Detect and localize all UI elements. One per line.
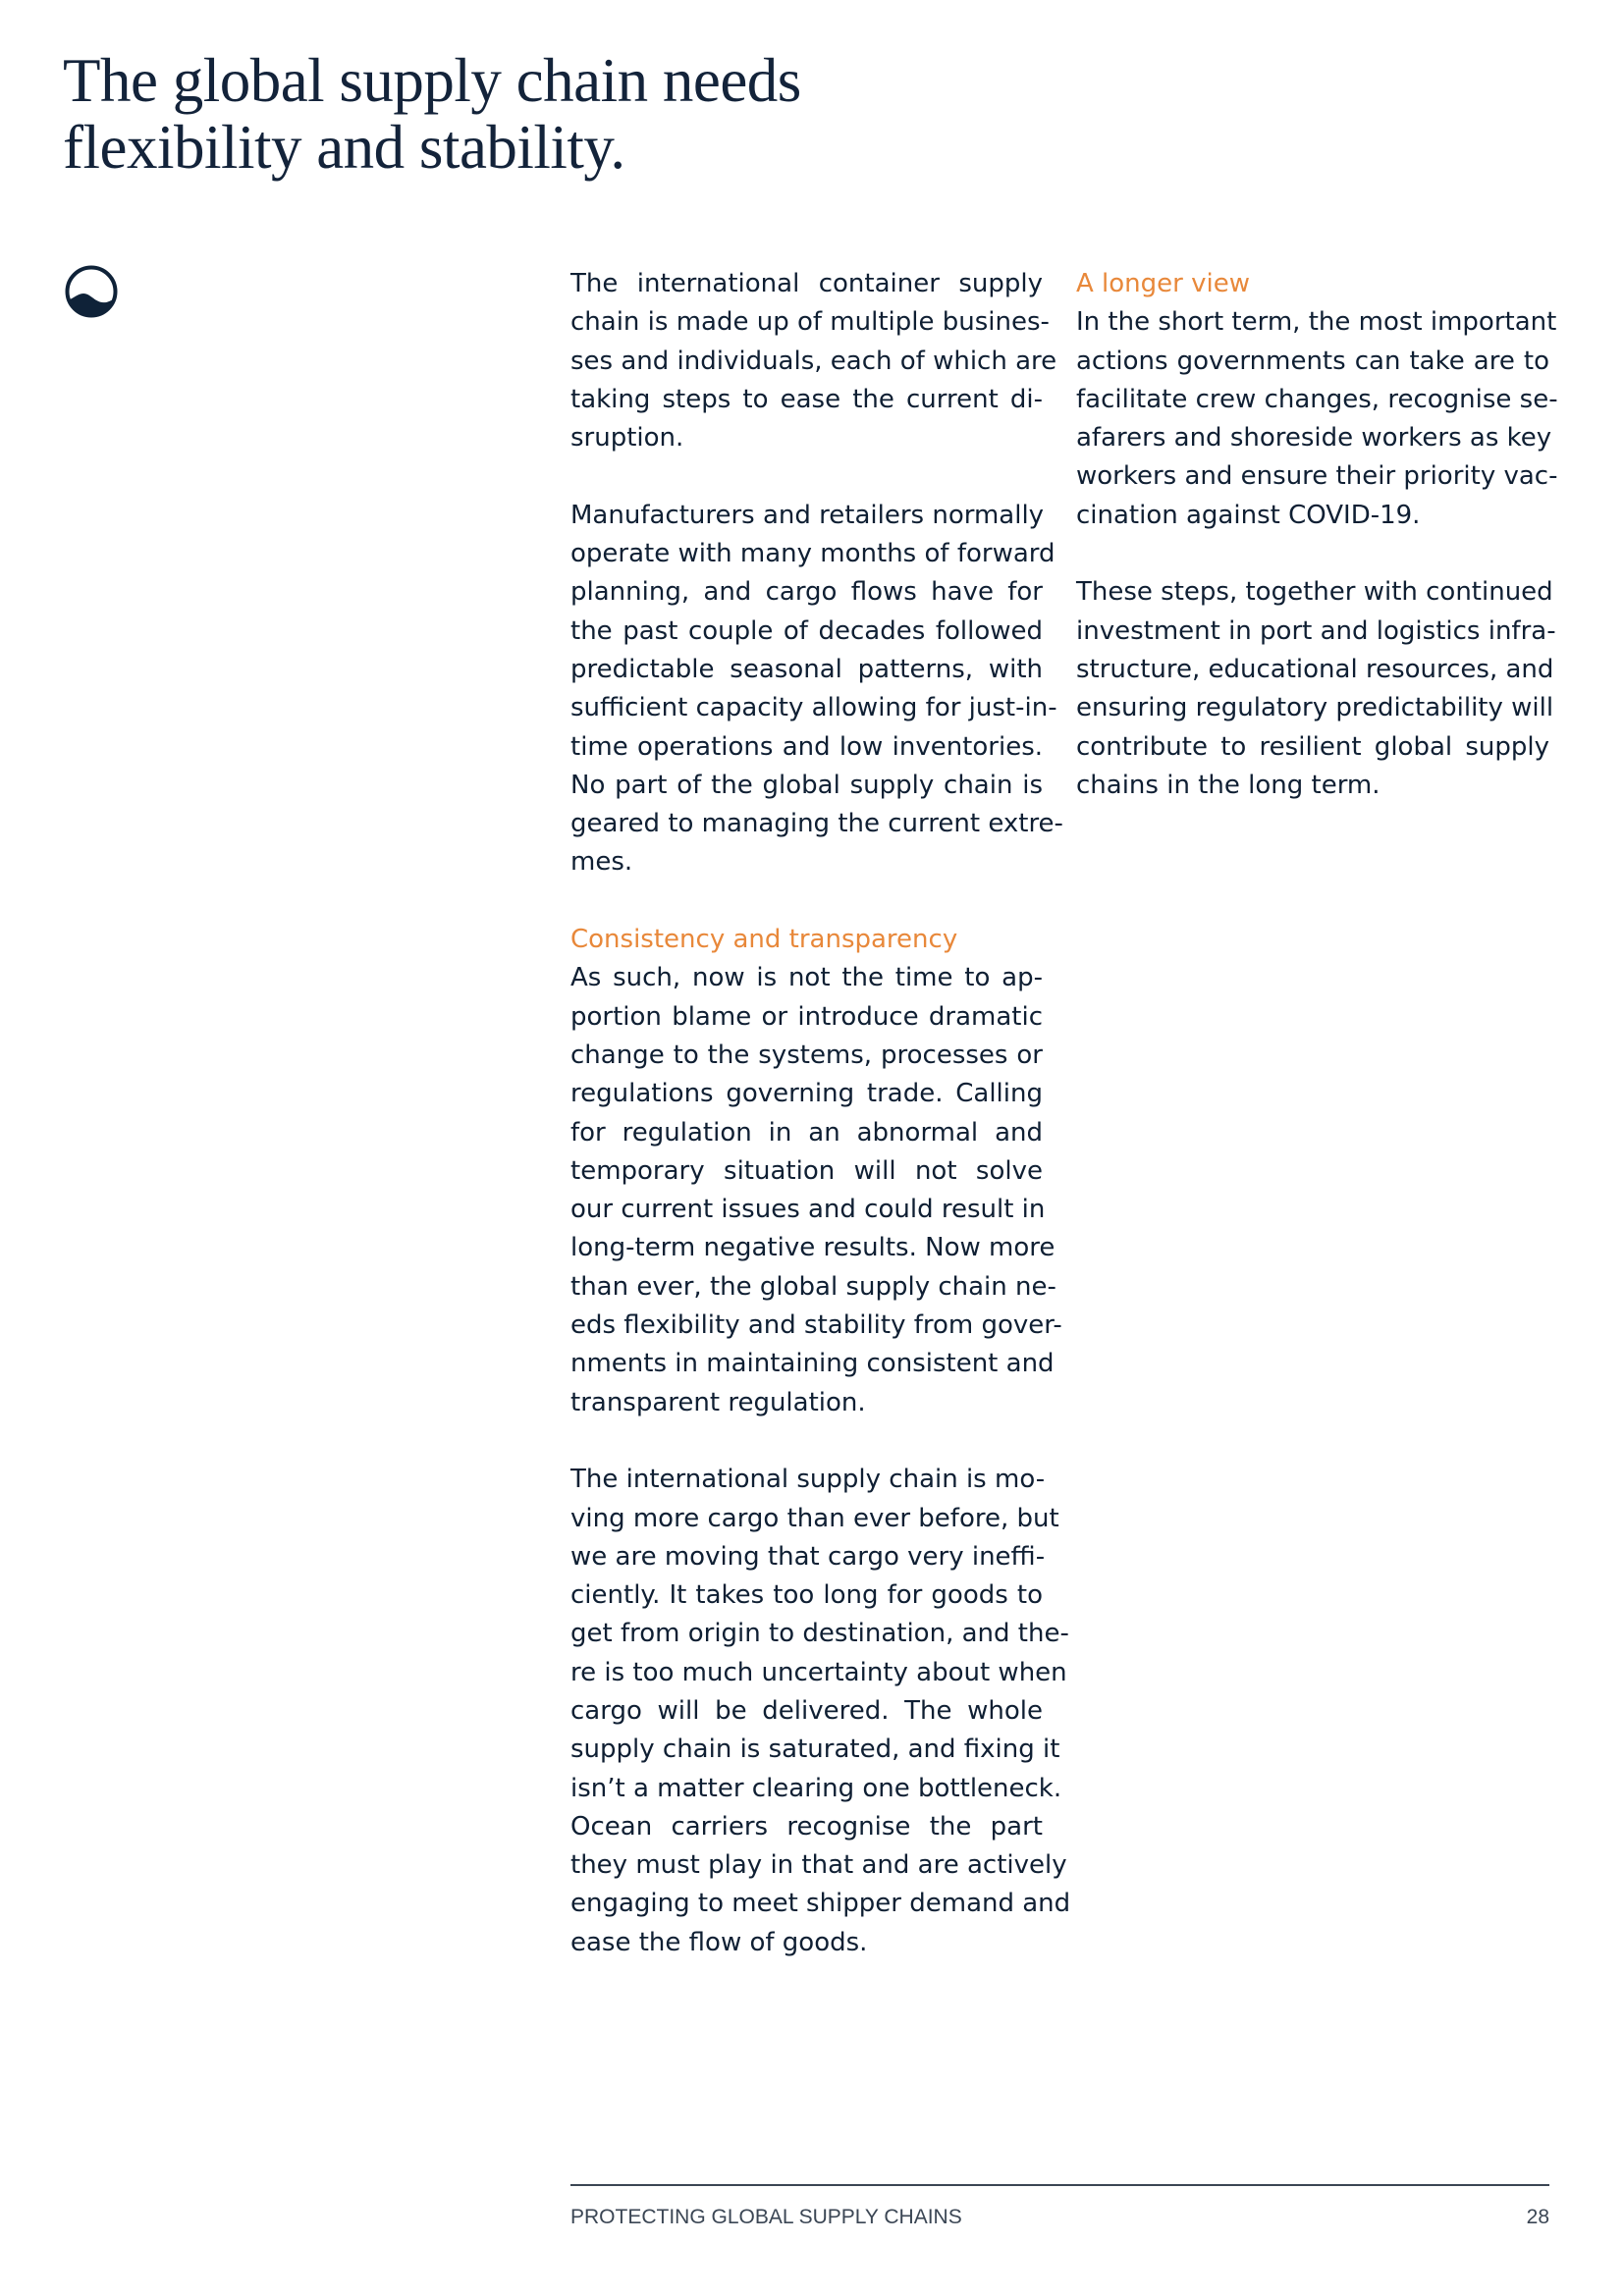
paragraph-spacer xyxy=(570,1422,1043,1461)
page-number: 28 xyxy=(1526,2206,1549,2228)
paragraph-line: Manufacturers and retailers normally xyxy=(570,500,1045,530)
paragraph-line: temporary situation will not solve xyxy=(570,1155,1043,1186)
paragraph-line: our current issues and could result in xyxy=(570,1195,1046,1225)
paragraph-line: chain is made up of multiple busines- xyxy=(570,307,1050,338)
paragraph-line: actions governments can take are to xyxy=(1076,346,1549,376)
paragraph-line: long-term negative results. Now more xyxy=(570,1233,1056,1263)
paragraph-line: cination against COVID-19. xyxy=(1076,500,1421,530)
paragraph-line: structure, educational resources, and xyxy=(1076,654,1554,684)
paragraph-line: isn’t a matter clearing one bottleneck. xyxy=(570,1773,1062,1803)
paragraph-line: than ever, the global supply chain ne- xyxy=(570,1271,1056,1302)
paragraph-line: sruption. xyxy=(570,423,684,454)
paragraph-line: facilitate crew changes, recognise se- xyxy=(1076,384,1558,414)
paragraph-line: ving more cargo than ever before, but xyxy=(570,1503,1059,1533)
paragraph-line: As such, now is not the time to ap- xyxy=(570,963,1043,993)
paragraph-line: ease the flow of goods. xyxy=(570,1927,868,1957)
paragraph-line: nments in maintaining consistent and xyxy=(570,1349,1055,1379)
page-title xyxy=(63,47,947,181)
paragraph-line: change to the systems, processes or xyxy=(570,1040,1043,1070)
footer-divider xyxy=(570,2184,1549,2186)
paragraph-line: investment in port and logistics infra- xyxy=(1076,615,1556,646)
paragraph-line: These steps, together with continued xyxy=(1076,577,1553,608)
paragraph-spacer xyxy=(570,457,1043,496)
paragraph-spacer xyxy=(570,882,1043,921)
paragraph-line: chains in the long term. xyxy=(1076,770,1380,800)
paragraph-spacer xyxy=(1076,535,1549,573)
paragraph-line: re is too much uncertainty about when xyxy=(570,1657,1067,1687)
paragraph-line: ciently. It takes too long for goods to xyxy=(570,1580,1043,1611)
paragraph-line: afarers and shoreside workers as key xyxy=(1076,423,1552,454)
paragraph-line: operate with many months of forward xyxy=(570,539,1056,569)
paragraph-line: workers and ensure their priority vac- xyxy=(1076,461,1558,492)
paragraph-line: they must play in that and are actively xyxy=(570,1850,1067,1881)
paragraph-line: transparent regulation. xyxy=(570,1387,866,1417)
paragraph-line: cargo will be delivered. The whole xyxy=(570,1695,1043,1726)
paragraph-line: predictable seasonal patterns, with xyxy=(570,654,1043,684)
section-heading: A longer view xyxy=(1076,269,1250,298)
paragraph-line: for regulation in an abnormal and xyxy=(570,1117,1043,1148)
right-column xyxy=(1076,265,1558,805)
paragraph-line: time operations and low inventories. xyxy=(570,731,1043,762)
paragraph-line: engaging to meet shipper demand and xyxy=(570,1889,1071,1919)
paragraph-line: planning, and cargo flows have for xyxy=(570,577,1043,608)
left-column xyxy=(570,265,1071,1962)
paragraph-line: In the short term, the most important xyxy=(1076,307,1557,338)
paragraph-line: regulations governing trade. Calling xyxy=(570,1079,1043,1109)
paragraph-line: ensuring regulatory predictability will xyxy=(1076,693,1554,723)
paragraph-line: the past couple of decades followed xyxy=(570,615,1043,646)
paragraph-line: ses and individuals, each of which are xyxy=(570,346,1057,376)
page-title-line: The global supply chain needs xyxy=(63,46,801,115)
paragraph-line: we are moving that cargo very ineffi- xyxy=(570,1541,1046,1572)
paragraph-line: Ocean carriers recognise the part xyxy=(570,1811,1043,1842)
paragraph-line: No part of the global supply chain is xyxy=(570,770,1043,800)
paragraph-line: portion blame or introduce dramatic xyxy=(570,1001,1043,1032)
paragraph-line: eds flexibility and stability from gover- xyxy=(570,1310,1062,1341)
page-title-line: flexibility and stability. xyxy=(63,113,625,182)
paragraph-line: sufficient capacity allowing for just-in- xyxy=(570,693,1057,723)
paragraph-line: taking steps to ease the current di- xyxy=(570,384,1043,414)
paragraph-line: geared to managing the current extre- xyxy=(570,809,1063,839)
paragraph-line: supply chain is saturated, and fixing it xyxy=(570,1735,1060,1765)
paragraph-line: The international container supply xyxy=(570,269,1043,298)
paragraph-line: mes. xyxy=(570,847,633,878)
paragraph-line: The international supply chain is mo- xyxy=(570,1465,1046,1495)
paragraph-line: get from origin to destination, and the- xyxy=(570,1619,1069,1649)
section-heading: Consistency and transparency xyxy=(570,925,958,955)
paragraph-line: contribute to resilient global supply xyxy=(1076,731,1549,762)
wave-circle-icon xyxy=(65,265,118,318)
footer-section-title: PROTECTING GLOBAL SUPPLY CHAINS xyxy=(570,2206,962,2228)
